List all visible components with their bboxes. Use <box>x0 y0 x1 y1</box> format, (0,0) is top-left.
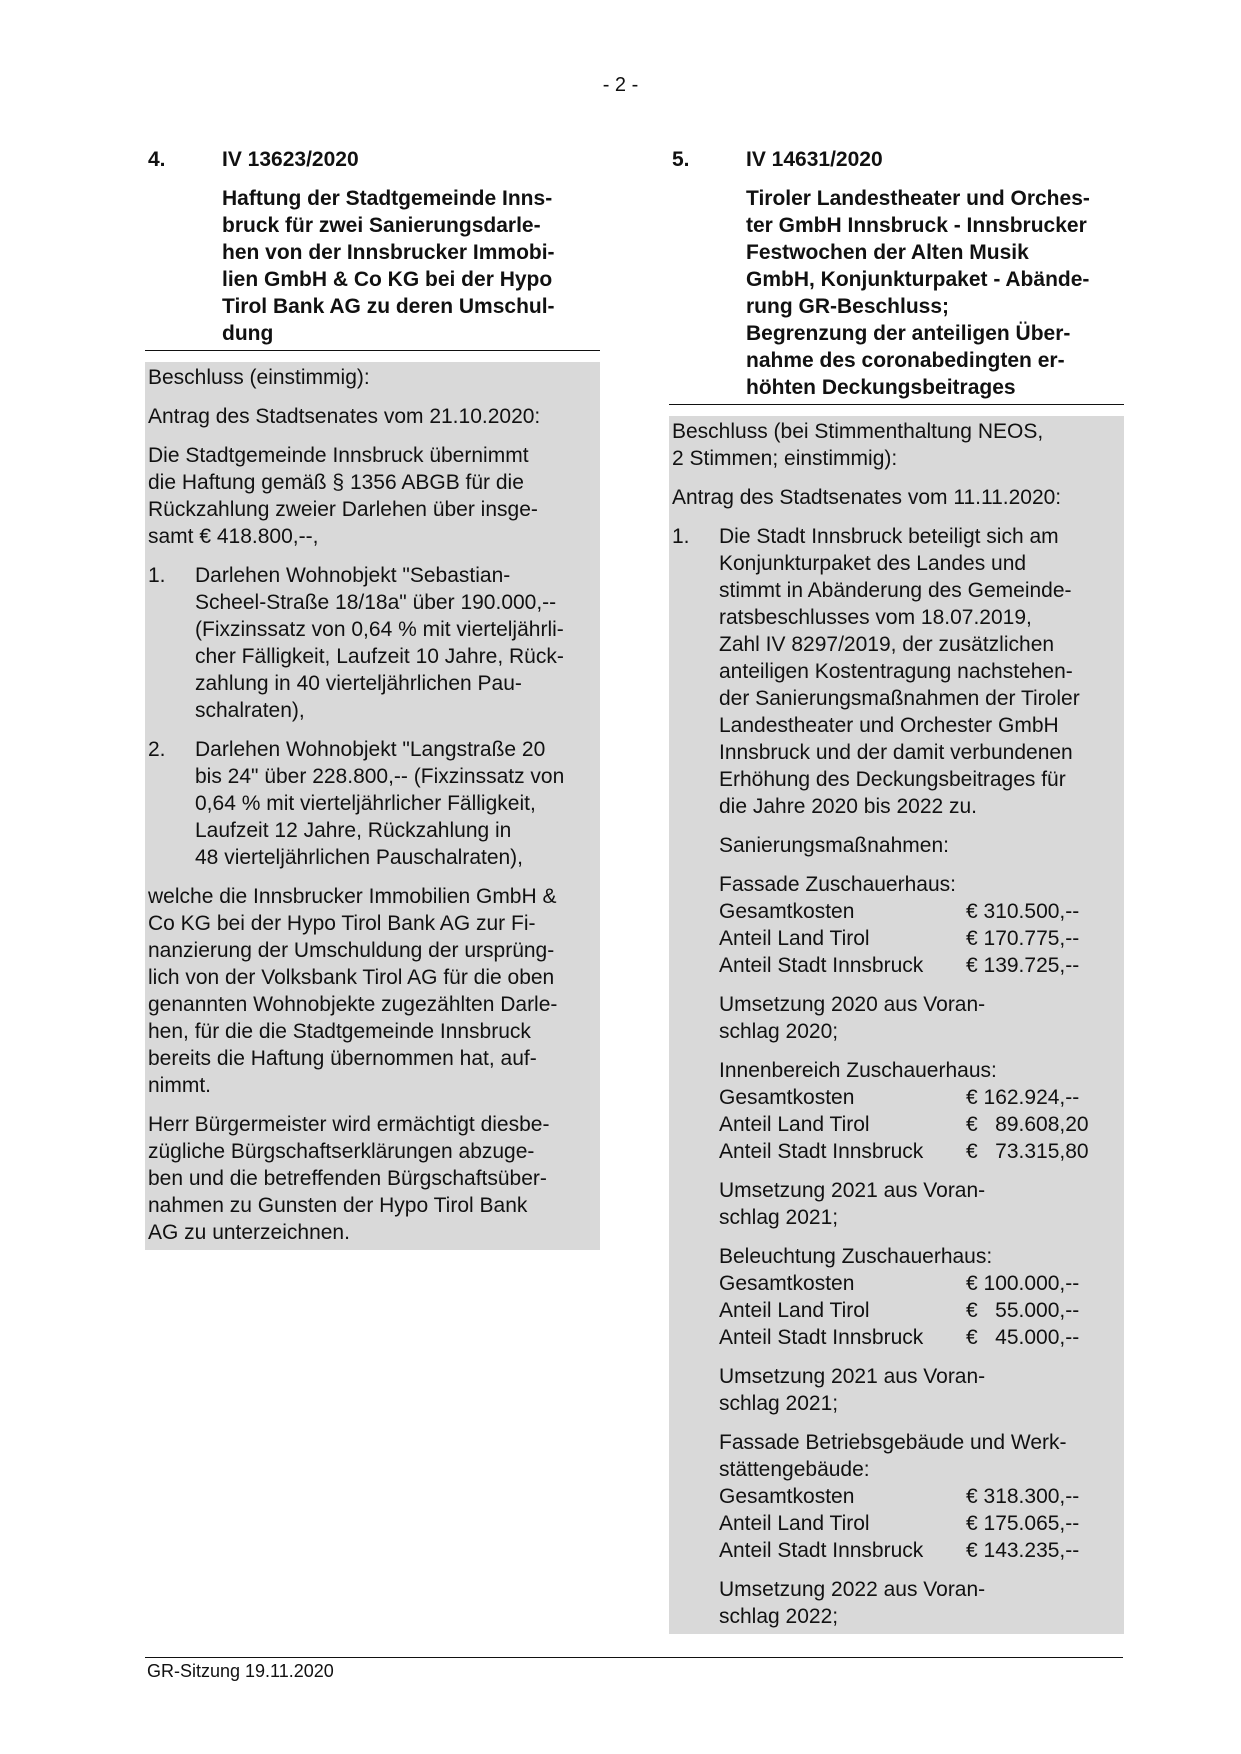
cost-label: Anteil Land Tirol <box>719 1512 870 1535</box>
item-heading <box>669 146 1124 173</box>
page-number: - 2 - <box>602 74 639 96</box>
list-number: 2. <box>148 738 166 761</box>
measures-label: Sanierungsmaßnahmen: <box>719 834 949 857</box>
paragraph: Herr Bürgermeister wird ermächtigt diesbe- zügliche Bürgschaftserklärungen abzuge- ben und die betreffenden Bürgschaftsüber- nahmen zu Gunsten der Hypo Tirol Bank AG zu unterzeichnen. <box>148 1113 550 1244</box>
cost-table <box>719 1483 1122 1564</box>
cost-table <box>719 1084 1122 1165</box>
cost-label: Gesamtkosten <box>719 1272 855 1295</box>
cost-amount: € 73.315,80 <box>966 1140 1089 1163</box>
item-heading <box>145 146 600 173</box>
implementation-note: Umsetzung 2021 aus Voran- schlag 2021; <box>719 1365 986 1415</box>
resolution-label: Beschluss (bei Stimmenthaltung NEOS, 2 Stimmen; einstimmig): <box>672 420 1044 470</box>
resolution-box <box>145 362 600 1250</box>
footer-divider <box>145 1657 1123 1658</box>
cost-amount: € 89.608,20 <box>966 1113 1089 1136</box>
list-number: 1. <box>672 525 690 548</box>
list-item <box>148 736 598 871</box>
cost-table <box>719 1270 1122 1351</box>
item-title: Haftung der Stadtgemeinde Inns- bruck für zwei Sanierungsdarle- hen von der Innsbrucker Immobi- lien GmbH & Co KG bei der Hypo Tirol Bank AG zu deren Umschul- dung <box>222 187 555 345</box>
cost-amount: € 139.725,-- <box>966 954 1080 977</box>
cost-label: Gesamtkosten <box>719 1086 855 1109</box>
cost-amount: € 175.065,-- <box>966 1512 1080 1535</box>
list-text: Darlehen Wohnobjekt "Langstraße 20 bis 24" über 228.800,-- (Fixzinssatz von 0,64 % mit vierteljährlicher Fälligkeit, Laufzeit 12 Jahre, Rückzahlung in 48 vierteljährlichen Pauschalraten), <box>195 738 565 869</box>
footer-text: GR-Sitzung 19.11.2020 <box>147 1661 334 1681</box>
agenda-item-5 <box>669 146 1124 1634</box>
cost-amount: € 55.000,-- <box>966 1299 1080 1322</box>
motion-label: Antrag des Stadtsenates vom 21.10.2020: <box>148 405 541 428</box>
implementation-note: Umsetzung 2020 aus Voran- schlag 2020; <box>719 993 986 1043</box>
cost-label: Anteil Land Tirol <box>719 1299 870 1322</box>
intro-paragraph: Die Stadtgemeinde Innsbruck übernimmt die Haftung gemäß § 1356 ABGB für die Rückzahlung zweier Darlehen über insge- samt € 418.800,--, <box>148 444 538 548</box>
measure-name: Innenbereich Zuschauerhaus: <box>719 1059 997 1082</box>
list-item <box>672 523 1122 820</box>
cost-label: Anteil Stadt Innsbruck <box>719 1140 924 1163</box>
cost-amount: € 310.500,-- <box>966 900 1080 923</box>
divider <box>145 350 600 351</box>
cost-label: Anteil Stadt Innsbruck <box>719 1326 924 1349</box>
item-reference: IV 13623/2020 <box>222 148 359 171</box>
cost-amount: € 143.235,-- <box>966 1539 1080 1562</box>
item-reference: IV 14631/2020 <box>746 148 883 171</box>
cost-amount: € 162.924,-- <box>966 1086 1080 1109</box>
cost-label: Anteil Land Tirol <box>719 1113 870 1136</box>
list-item <box>148 562 598 724</box>
cost-amount: € 318.300,-- <box>966 1485 1080 1508</box>
measure-block <box>719 1057 1122 1165</box>
item-number: 4. <box>148 148 166 171</box>
paragraph: welche die Innsbrucker Immobilien GmbH & Co KG bei der Hypo Tirol Bank AG zur Fi- nanzierung der Umschuldung der ursprüng- lich von der Volksbank Tirol AG für die oben genannten Wohnobjekte zugezählten Darle- hen, für die die Stadtgemeinde Innsbruck bereits die Haftung übernommen hat, auf- nimmt. <box>148 885 558 1097</box>
list-text: Die Stadt Innsbruck beteiligt sich am Konjunkturpaket des Landes und stimmt in Abänderung des Gemeinde- ratsbeschlusses vom 18.07.2019, Zahl IV 8297/2019, der zusätzlichen anteiligen Kostentragung nachstehen- der Sanierungsmaßnahmen der Tiroler Landestheater und Orchester GmbH Innsbruck und der damit verbundenen Erhöhung des Deckungsbeitrages für die Jahre 2020 bis 2022 zu. <box>719 525 1080 818</box>
measure-name: Beleuchtung Zuschauerhaus: <box>719 1245 993 1268</box>
measure-block <box>719 1429 1122 1564</box>
item-number: 5. <box>672 148 690 171</box>
agenda-item-4 <box>145 146 600 1250</box>
item-title: Tiroler Landestheater und Orches- ter GmbH Innsbruck - Innsbrucker Festwochen der Alten Musik GmbH, Konjunkturpaket - Abände- rung GR-Beschluss; Begrenzung der anteiligen Über- nahme des coronabedingten er- höhten Deckungsbeitrages <box>746 187 1090 399</box>
measure-block <box>719 1243 1122 1351</box>
cost-table <box>719 898 1122 979</box>
implementation-note: Umsetzung 2021 aus Voran- schlag 2021; <box>719 1179 986 1229</box>
cost-label: Gesamtkosten <box>719 900 855 923</box>
cost-amount: € 100.000,-- <box>966 1272 1080 1295</box>
cost-amount: € 45.000,-- <box>966 1326 1080 1349</box>
cost-label: Anteil Stadt Innsbruck <box>719 1539 924 1562</box>
measure-block <box>719 871 1122 979</box>
implementation-note: Umsetzung 2022 aus Voran- schlag 2022; <box>719 1578 986 1628</box>
list-text: Darlehen Wohnobjekt "Sebastian- Scheel-Straße 18/18a" über 190.000,-- (Fixzinssatz von 0,64 % mit vierteljährli- cher Fälligkeit, Laufzeit 10 Jahre, Rück- zahlung in 40 vierteljährlichen Pau- schalraten), <box>195 564 564 722</box>
divider <box>669 404 1124 405</box>
measure-name: Fassade Betriebsgebäude und Werk- stättengebäude: <box>719 1431 1067 1481</box>
resolution-label: Beschluss (einstimmig): <box>148 366 370 389</box>
cost-label: Anteil Land Tirol <box>719 927 870 950</box>
list-number: 1. <box>148 564 166 587</box>
cost-amount: € 170.775,-- <box>966 927 1080 950</box>
cost-label: Anteil Stadt Innsbruck <box>719 954 924 977</box>
resolution-box <box>669 416 1124 1634</box>
motion-label: Antrag des Stadtsenates vom 11.11.2020: <box>672 486 1062 509</box>
measure-name: Fassade Zuschauerhaus: <box>719 873 956 896</box>
cost-label: Gesamtkosten <box>719 1485 855 1508</box>
measures-list <box>719 871 1122 1630</box>
